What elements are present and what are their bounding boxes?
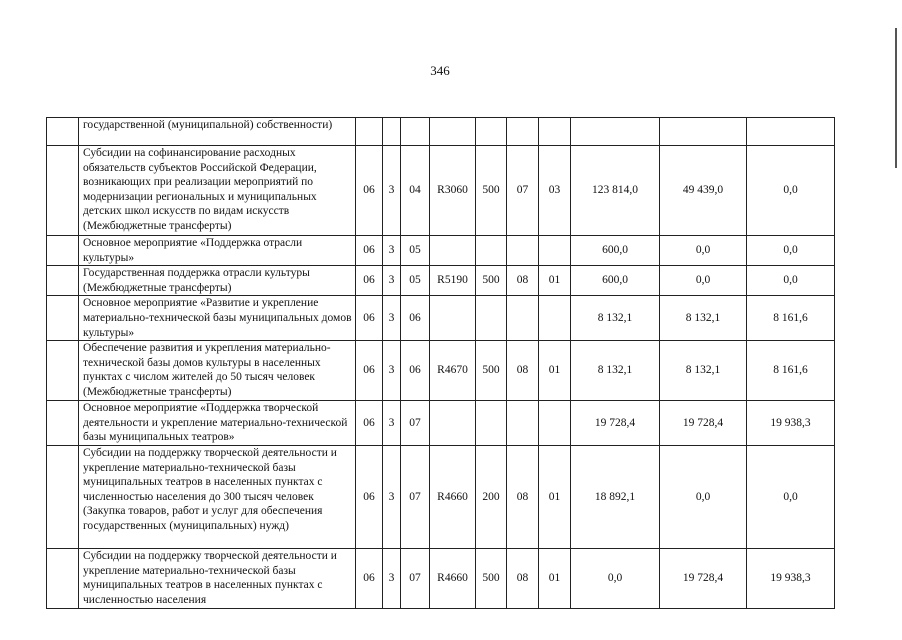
- code-section-cell: 08: [507, 445, 539, 548]
- amount-year1-cell: 600,0: [571, 236, 660, 266]
- code-program-cell: 06: [356, 548, 383, 608]
- code-section-cell: [507, 236, 539, 266]
- code-direction-cell: [430, 296, 476, 341]
- code-event-cell: 06: [401, 296, 430, 341]
- code-subsection-cell: 01: [539, 266, 571, 296]
- amount-year1-cell: 600,0: [571, 266, 660, 296]
- item-name-cell: Обеспечение развития и укрепления материально-технической базы домов культуры в населенных пунктах с числом жителей до 50 тысяч человек (Межбюджетные трансферты): [79, 341, 356, 401]
- code-event-cell: 05: [401, 236, 430, 266]
- row-margin-cell: [47, 236, 79, 266]
- code-event-cell: 04: [401, 146, 430, 236]
- code-direction-cell: R4660: [430, 548, 476, 608]
- code-subsection-cell: 01: [539, 548, 571, 608]
- amount-year3-cell: [747, 118, 835, 146]
- code-event-cell: 07: [401, 401, 430, 446]
- row-margin-cell: [47, 266, 79, 296]
- code-program-cell: 06: [356, 401, 383, 446]
- table-row: [47, 401, 835, 446]
- item-name-cell: государственной (муниципальной) собственности): [79, 118, 356, 146]
- amount-year2-cell: 19 728,4: [660, 548, 747, 608]
- row-margin-cell: [47, 401, 79, 446]
- code-expense-type-cell: [476, 118, 507, 146]
- code-subsection-cell: [539, 236, 571, 266]
- code-program-cell: 06: [356, 341, 383, 401]
- code-expense-type-cell: 500: [476, 266, 507, 296]
- amount-year2-cell: [660, 118, 747, 146]
- table-row: [47, 445, 835, 548]
- code-expense-type-cell: [476, 296, 507, 341]
- code-subprogram-cell: 3: [383, 401, 401, 446]
- code-program-cell: 06: [356, 236, 383, 266]
- item-name-cell: Основное мероприятие «Поддержка творческой деятельности и укрепление материально-технической базы муниципальных театров»: [79, 401, 356, 446]
- code-direction-cell: [430, 236, 476, 266]
- code-event-cell: 05: [401, 266, 430, 296]
- code-program-cell: 06: [356, 146, 383, 236]
- table-row: [47, 548, 835, 608]
- code-expense-type-cell: 500: [476, 146, 507, 236]
- code-expense-type-cell: [476, 236, 507, 266]
- amount-year3-cell: 0,0: [747, 266, 835, 296]
- item-name-cell: Субсидии на софинансирование расходных обязательств субъектов Российской Федерации, возникающих при реализации мероприятий по модернизации региональных и муниципальных детских школ искусств по видам искусств (Межбюджетные трансферты): [79, 146, 356, 236]
- amount-year1-cell: 18 892,1: [571, 445, 660, 548]
- row-margin-cell: [47, 548, 79, 608]
- code-subprogram-cell: 3: [383, 548, 401, 608]
- code-event-cell: [401, 118, 430, 146]
- amount-year1-cell: 8 132,1: [571, 341, 660, 401]
- table-row: [47, 341, 835, 401]
- code-direction-cell: R4670: [430, 341, 476, 401]
- code-subsection-cell: 03: [539, 146, 571, 236]
- code-event-cell: 07: [401, 445, 430, 548]
- code-subprogram-cell: [383, 118, 401, 146]
- code-expense-type-cell: 500: [476, 341, 507, 401]
- row-margin-cell: [47, 445, 79, 548]
- table-body: [47, 118, 835, 609]
- code-direction-cell: R5190: [430, 266, 476, 296]
- amount-year3-cell: 8 161,6: [747, 296, 835, 341]
- amount-year3-cell: 19 938,3: [747, 548, 835, 608]
- code-subsection-cell: 01: [539, 445, 571, 548]
- item-name-cell: Государственная поддержка отрасли культуры (Межбюджетные трансферты): [79, 266, 356, 296]
- code-subprogram-cell: 3: [383, 146, 401, 236]
- item-name-cell: Основное мероприятие «Поддержка отрасли культуры»: [79, 236, 356, 266]
- row-margin-cell: [47, 118, 79, 146]
- code-subsection-cell: [539, 118, 571, 146]
- code-program-cell: 06: [356, 266, 383, 296]
- item-name-cell: Основное мероприятие «Развитие и укрепление материально-технической базы муниципальных домов культуры»: [79, 296, 356, 341]
- code-subprogram-cell: 3: [383, 266, 401, 296]
- code-program-cell: [356, 118, 383, 146]
- code-expense-type-cell: 200: [476, 445, 507, 548]
- code-section-cell: 08: [507, 548, 539, 608]
- amount-year2-cell: 19 728,4: [660, 401, 747, 446]
- item-name-cell: Субсидии на поддержку творческой деятельности и укрепление материально-технической базы муниципальных театров в населенных пунктах с численностью населения до 300 тысяч человек (Закупка товаров, работ и услуг для обеспечения государственных (муниципальных) нужд): [79, 445, 356, 548]
- code-subprogram-cell: 3: [383, 341, 401, 401]
- code-subsection-cell: 01: [539, 341, 571, 401]
- amount-year3-cell: 8 161,6: [747, 341, 835, 401]
- code-expense-type-cell: 500: [476, 548, 507, 608]
- code-subprogram-cell: 3: [383, 236, 401, 266]
- amount-year1-cell: 19 728,4: [571, 401, 660, 446]
- row-margin-cell: [47, 146, 79, 236]
- amount-year2-cell: 0,0: [660, 266, 747, 296]
- code-section-cell: 07: [507, 146, 539, 236]
- amount-year3-cell: 0,0: [747, 445, 835, 548]
- row-margin-cell: [47, 341, 79, 401]
- code-event-cell: 06: [401, 341, 430, 401]
- table-row: [47, 118, 835, 146]
- code-direction-cell: [430, 401, 476, 446]
- table-row: [47, 236, 835, 266]
- code-direction-cell: [430, 118, 476, 146]
- code-program-cell: 06: [356, 445, 383, 548]
- code-subsection-cell: [539, 401, 571, 446]
- amount-year3-cell: 19 938,3: [747, 401, 835, 446]
- item-name-cell: Субсидии на поддержку творческой деятельности и укрепление материально-технической базы муниципальных театров в населенных пунктах с численностью населения: [79, 548, 356, 608]
- row-margin-cell: [47, 296, 79, 341]
- budget-table: [46, 117, 835, 609]
- page-number: 346: [430, 63, 450, 78]
- code-section-cell: [507, 118, 539, 146]
- code-section-cell: 08: [507, 341, 539, 401]
- amount-year1-cell: [571, 118, 660, 146]
- code-direction-cell: R3060: [430, 146, 476, 236]
- amount-year2-cell: 8 132,1: [660, 296, 747, 341]
- code-section-cell: 08: [507, 266, 539, 296]
- amount-year3-cell: 0,0: [747, 146, 835, 236]
- code-event-cell: 07: [401, 548, 430, 608]
- table-row: [47, 296, 835, 341]
- code-section-cell: [507, 401, 539, 446]
- code-program-cell: 06: [356, 296, 383, 341]
- amount-year3-cell: 0,0: [747, 236, 835, 266]
- amount-year2-cell: 8 132,1: [660, 341, 747, 401]
- code-section-cell: [507, 296, 539, 341]
- table-row: [47, 146, 835, 236]
- amount-year2-cell: 49 439,0: [660, 146, 747, 236]
- code-direction-cell: R4660: [430, 445, 476, 548]
- scan-edge-mark: [895, 28, 897, 168]
- amount-year1-cell: 0,0: [571, 548, 660, 608]
- amount-year2-cell: 0,0: [660, 445, 747, 548]
- amount-year1-cell: 8 132,1: [571, 296, 660, 341]
- code-subprogram-cell: 3: [383, 296, 401, 341]
- amount-year2-cell: 0,0: [660, 236, 747, 266]
- code-expense-type-cell: [476, 401, 507, 446]
- code-subprogram-cell: 3: [383, 445, 401, 548]
- code-subsection-cell: [539, 296, 571, 341]
- table-row: [47, 266, 835, 296]
- amount-year1-cell: 123 814,0: [571, 146, 660, 236]
